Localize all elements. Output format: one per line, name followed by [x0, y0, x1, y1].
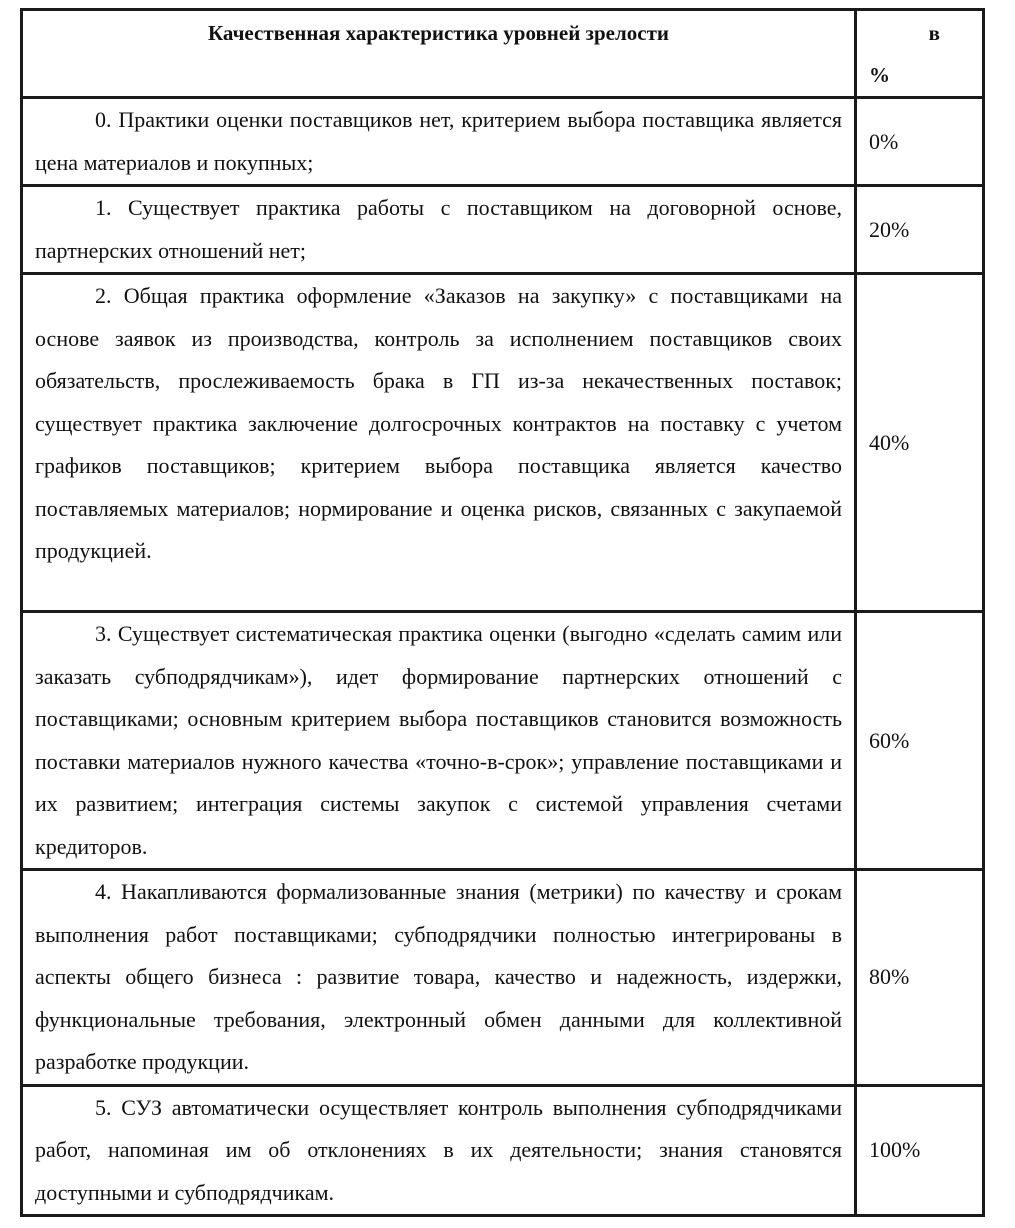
- row-description: [22, 612, 856, 870]
- row-percent: 100%: [856, 1085, 984, 1216]
- row-text: 5. СУЗ автоматически осуществляет контроль выполнения субподрядчиками работ, напоминая им об отклонениях в их деятельности; знания становятся доступными и субподрядчикам.: [35, 1094, 842, 1205]
- row-percent: 0%: [856, 98, 984, 186]
- header-description: Качественная характеристика уровней зрелости: [22, 10, 856, 98]
- table-row: [22, 612, 984, 870]
- header-percent: [856, 10, 984, 98]
- row-percent: 80%: [856, 870, 984, 1086]
- row-description: [22, 1085, 856, 1216]
- table-row: [22, 1085, 984, 1216]
- table-row: [22, 98, 984, 186]
- table-row: [22, 274, 984, 612]
- row-text: 4. Накапливаются формализованные знания (метрики) по качеству и срокам выполнения работ поставщиками; субподрядчики полностью интегрированы в аспекты общего бизнеса : развитие товара, качество и надежность, издержки, функциональные требования, электронный обмен данными для коллективной разработке продукции.: [35, 879, 842, 1074]
- table-row: [22, 870, 984, 1086]
- table-row: [22, 186, 984, 274]
- header-percent-line2: %: [869, 63, 890, 87]
- row-percent: 20%: [856, 186, 984, 274]
- row-text: 2. Общая практика оформление «Заказов на закупку» с поставщиками на основе заявок из производства, контроль за исполнением поставщиков своих обязательств, прослеживаемость брака в ГП из-за некачественных поставок; существует практика заключение долгосрочных контрактов на поставку с учетом графиков поставщиков; критерием выбора поставщика является качество поставляемых материалов; нормирование и оценка рисков, связанных с закупаемой продукцией.: [35, 283, 842, 563]
- row-text: 0. Практики оценки поставщиков нет, критерием выбора поставщика является цена материалов и покупных;: [35, 107, 842, 175]
- table-header-row: [22, 10, 984, 98]
- maturity-levels-table: [20, 8, 985, 1217]
- row-description: [22, 98, 856, 186]
- row-description: [22, 274, 856, 612]
- row-description: [22, 870, 856, 1086]
- row-description: [22, 186, 856, 274]
- row-text: 1. Существует практика работы с поставщиком на договорной основе, партнерских отношений нет;: [35, 195, 842, 263]
- header-percent-line1: в: [928, 21, 940, 45]
- row-percent: 60%: [856, 612, 984, 870]
- row-percent: 40%: [856, 274, 984, 612]
- row-text: 3. Существует систематическая практика оценки (выгодно «сделать самим или заказать субподрядчикам»), идет формирование партнерских отношений с поставщиками; основным критерием выбора поставщиков становится возможность поставки материалов нужного качества «точно-в-срок»; управление поставщиками и их развитием; интеграция системы закупок с системой управления счетами кредиторов.: [35, 621, 842, 859]
